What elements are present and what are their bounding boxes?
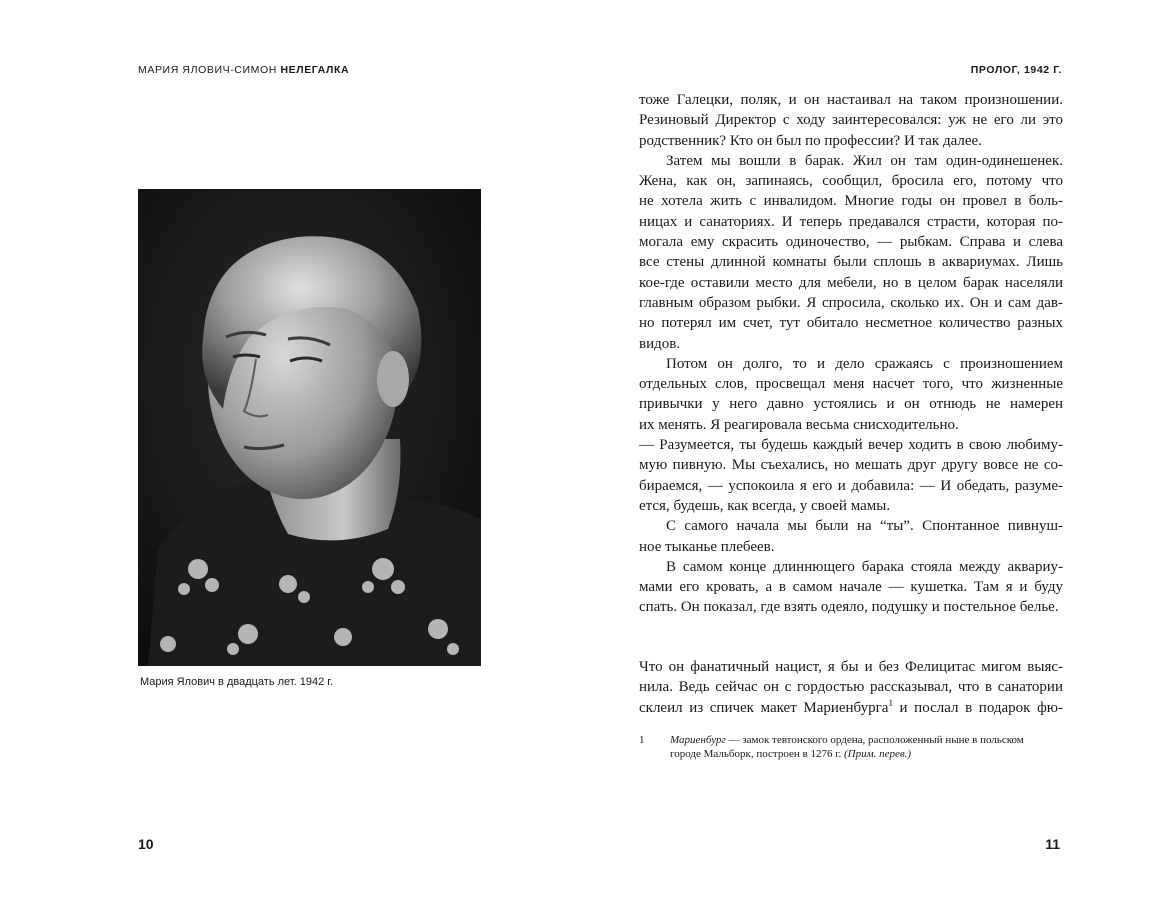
- text-line: нила. Ведь сейчас он с гордостью рассказывал, что в санатории: [639, 679, 1063, 696]
- text-line: главным образом рыбки. Я спросила, сколько их. Он и сам дав-: [639, 294, 1063, 311]
- photo-caption: Мария Ялович в двадцать лет. 1942 г.: [140, 676, 333, 688]
- footnote-line: [670, 747, 1063, 761]
- footnote-segment: — замок тевтонского ордена, расположенный ныне в польском: [725, 734, 1024, 746]
- text-line: В самом конце длиннющего барака стояла между аквариу-: [666, 558, 1063, 575]
- text-line: тоже Галецки, поляк, и он настаивал на таком произношении.: [639, 92, 1063, 108]
- footnote-line: [670, 733, 1063, 747]
- text-line: С самого начала мы были на “ты”. Спонтанное пивнуш-: [666, 518, 1063, 535]
- footnote-text: [670, 733, 1063, 761]
- page-number-right: 11: [1045, 836, 1060, 852]
- text-line: Резиновый Директор с ходу заинтересовался: уж не его ли это: [639, 112, 1063, 129]
- author-name: МАРИЯ ЯЛОВИЧ-СИМОН: [138, 64, 281, 76]
- footnote-number: 1: [639, 734, 645, 746]
- text-line: ное тыканье плебеев.: [639, 538, 775, 555]
- book-title: НЕЛЕГАЛКА: [280, 64, 350, 76]
- running-header-left: [138, 64, 349, 76]
- text-line: но потерял им счет, тут обитало несметное количество разных: [639, 315, 1063, 332]
- text-line: видов.: [639, 335, 681, 352]
- running-header-right: ПРОЛОГ, 1942 Г.: [970, 64, 1062, 76]
- body-text: [639, 90, 1063, 618]
- portrait-illustration: [138, 189, 481, 666]
- text-line: могала ему скрасить одиночество, — рыбкам. Справа и слева: [639, 234, 1063, 251]
- text-line: их менять. Я реагировала весьма снисходительно.: [639, 416, 959, 433]
- text-line: мую пивную. Мы съехались, но мешать друг другу вовсе не со-: [639, 457, 1063, 474]
- text-line: родственник? Кто он был по профессии? И так далее.: [639, 132, 982, 149]
- text-segment: склеил из спичек макет Мариенбурга: [639, 699, 889, 716]
- footnote-marker[interactable]: 1: [888, 697, 893, 708]
- footnote-term: Мариенбург: [670, 734, 726, 746]
- text-line: бираемся, — успокоила я его и добавила: — И обедать, разуме-: [639, 477, 1063, 494]
- text-line: все стены длинной комнаты были сплошь в аквариумах. Лишь: [639, 254, 1063, 271]
- text-line: Жена, как он, запинаясь, сообщил, бросила его, потому что: [639, 173, 1063, 190]
- text-line: — Разумеется, ты будешь каждый вечер ходить в свою любиму-: [639, 437, 1063, 454]
- text-line: ется, будешь, как всегда, у своей мамы.: [639, 497, 891, 514]
- text-line: ницах и санаториях. И теперь предавался страсти, которая по-: [639, 213, 1063, 230]
- text-line: отдельных слов, просвещал меня насчет того, что жизненные: [639, 376, 1063, 393]
- body-text-continued: [639, 657, 1063, 718]
- text-segment: и послал в подарок фю-: [892, 699, 1063, 716]
- text-line: Что он фанатичный нацист, я бы и без Фелицитас мигом выяс-: [639, 659, 1063, 675]
- text-line: кое-где оставили место для мебели, но в целом барак населяли: [639, 274, 1063, 291]
- footnote-segment: городе Мальборк, построен в 1276 г.: [670, 748, 844, 760]
- text-line: Потом он долго, то и дело сражаясь с произношением: [666, 355, 1063, 372]
- page-number-left: 10: [138, 836, 154, 852]
- text-line: Затем мы вошли в барак. Жил он там один-одинешенек.: [666, 152, 1063, 169]
- portrait-photo: [138, 189, 481, 666]
- text-line: привычки у него давно устоялись и он отнюдь не намерен: [639, 396, 1063, 413]
- text-line: не хотела жить с инвалидом. Многие годы он провел в боль-: [639, 193, 1063, 210]
- text-line-with-footnote: [639, 698, 1063, 718]
- text-line: мами его кровать, а в самом начале — кушетка. Там я и буду: [639, 579, 1063, 596]
- text-line: спать. Он показал, где взять одеяло, подушку и постельное белье.: [639, 599, 1059, 616]
- footnote-note: (Прим. перев.): [843, 748, 912, 760]
